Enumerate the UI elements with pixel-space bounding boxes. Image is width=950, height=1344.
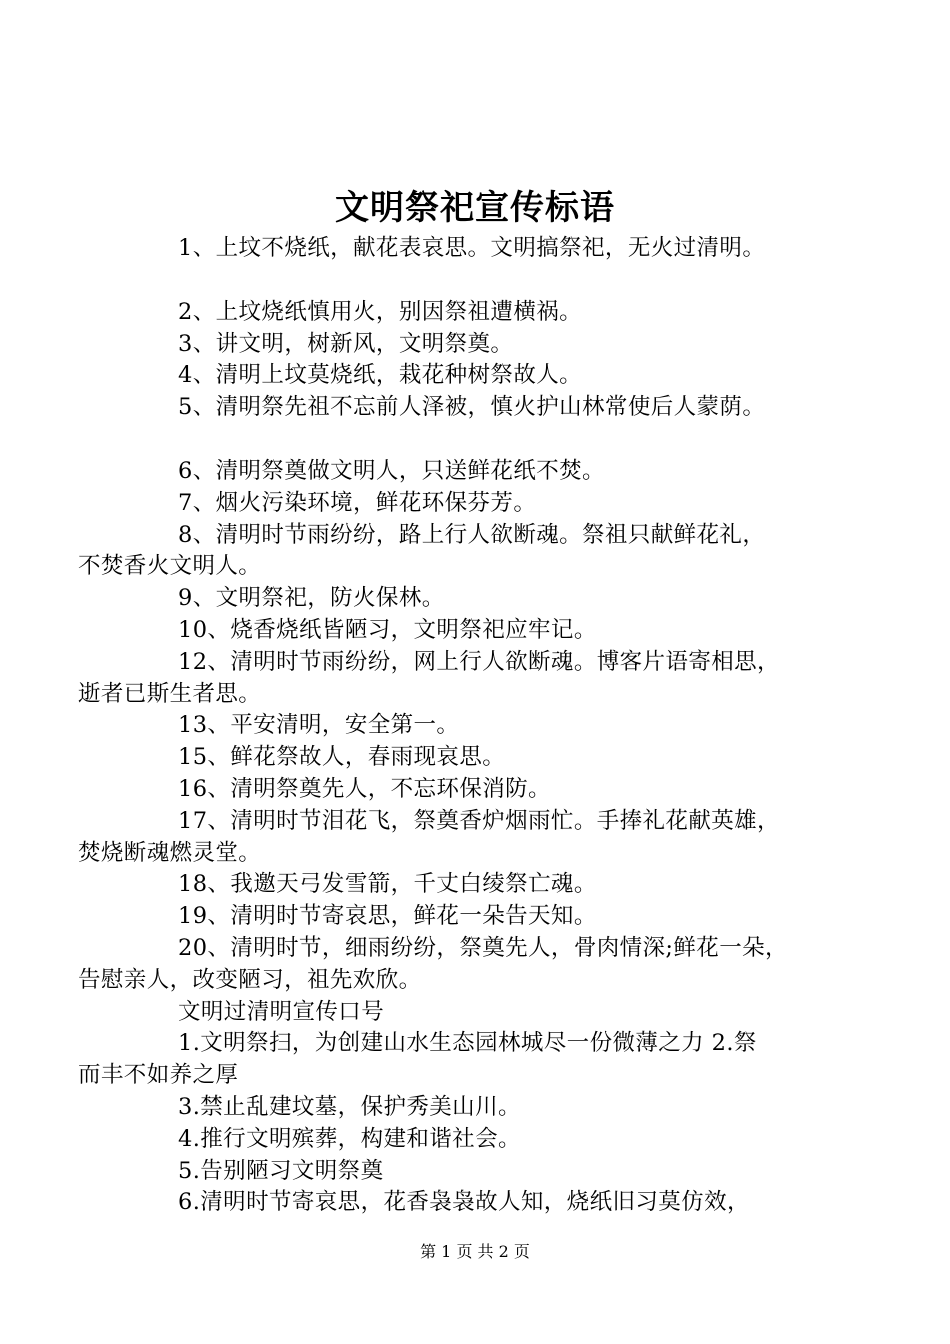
slogan-12: 12、清明时节雨纷纷，网上行人欲断魂。博客片语寄相思， 逝者已斯生者思。 [78,648,780,707]
slogan-9: 9、文明祭祀，防火保林。 [178,585,445,612]
slogan-2: 2、上坟烧纸慎用火，别因祭祖遭横祸。 [178,298,583,325]
paragraph-gap [128,424,844,456]
paragraph-gap [128,265,844,297]
slogan-2-4: 4.推行文明殡葬，构建和谐社会。 [178,1125,521,1152]
slogan-2-5: 5.告别陋习文明祭奠 [178,1157,384,1184]
slogan-4: 4、清明上坟莫烧纸，栽花种树祭故人。 [178,362,583,389]
slogan-10: 10、烧香烧纸皆陋习，文明祭祀应牢记。 [178,616,597,643]
slogan-2-1: 1.文明祭扫，为创建山水生态园林城尽一份微薄之力 2.祭 而丰不如养之厚 [78,1030,757,1089]
slogan-2-6: 6.清明时节寄哀思，花香袅袅故人知，烧纸旧习莫仿效， [178,1189,750,1216]
slogan-16: 16、清明祭奠先人，不忘环保消防。 [178,775,551,802]
page-footer: 第 1 页 共 2 页 [420,1242,530,1261]
slogan-1: 1、上坟不烧纸，献花表哀思。文明搞祭祀，无火过清明。 [178,235,766,261]
slogan-18: 18、我邀天弓发雪箭，千丈白绫祭亡魂。 [178,871,597,898]
slogan-2-3: 3.禁止乱建坟墓，保护秀美山川。 [178,1093,521,1120]
slogan-6: 6、清明祭奠做文明人，只送鲜花纸不焚。 [178,457,605,484]
document-title: 文明祭祀宣传标语 [335,188,615,228]
slogan-8: 8、清明时节雨纷纷，路上行人欲断魂。祭祖只献鲜花礼， 不焚香火文明人。 [78,521,766,580]
slogan-20: 20、清明时节，细雨纷纷，祭奠先人，骨肉情深;鲜花一朵， 告慰亲人，改变陋习，祖先欢欣。 [78,934,788,993]
slogan-17: 17、清明时节泪花飞，祭奠香炉烟雨忙。手捧礼花献英雄， 焚烧断魂燃灵堂。 [78,807,780,866]
slogan-7: 7、烟火污染环境，鲜花环保芬芳。 [178,489,537,516]
slogan-3: 3、讲文明，树新风，文明祭奠。 [178,330,514,357]
section-heading: 文明过清明宣传口号 [178,998,385,1025]
slogan-5: 5、清明祭先祖不忘前人泽被，慎火护山林常使后人蒙荫。 [178,394,766,421]
slogan-19: 19、清明时节寄哀思，鲜花一朵告天知。 [178,903,597,930]
slogan-15: 15、鲜花祭故人，春雨现哀思。 [178,744,506,771]
document-body [78,233,844,1219]
slogan-13: 13、平安清明，安全第一。 [178,712,460,739]
